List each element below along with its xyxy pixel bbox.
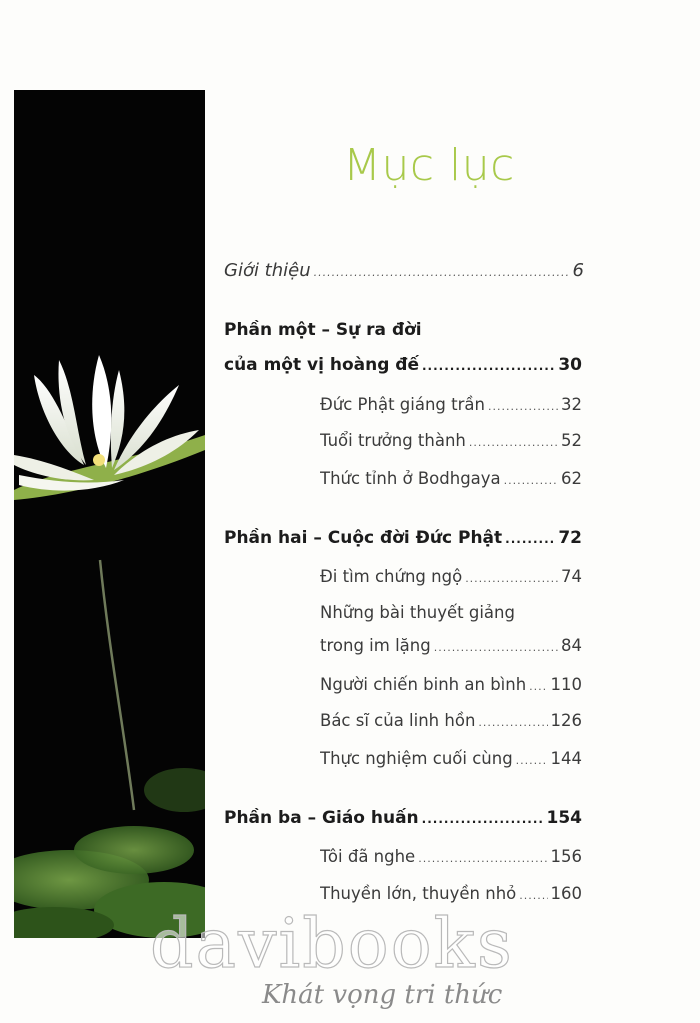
toc-entry-part[interactable] bbox=[224, 355, 582, 375]
dot-leader bbox=[314, 266, 570, 279]
toc-page-number: 126 bbox=[550, 711, 582, 730]
toc-entry-label: trong im lặng bbox=[320, 636, 431, 655]
dot-leader bbox=[488, 400, 558, 413]
toc-page-number: 30 bbox=[558, 355, 582, 375]
toc-entry-intro[interactable] bbox=[224, 260, 584, 281]
toc-page-number: 72 bbox=[558, 528, 582, 548]
toc-entry-chapter[interactable] bbox=[320, 884, 582, 903]
toc-entry-label-line1: Những bài thuyết giảng bbox=[320, 603, 515, 622]
dot-leader bbox=[422, 359, 555, 373]
dot-leader bbox=[418, 852, 547, 865]
toc-entry-label: Phần hai – Cuộc đời Đức Phật bbox=[224, 528, 503, 548]
toc-entry-label: của một vị hoàng đế bbox=[224, 355, 419, 375]
toc-page-number: 32 bbox=[561, 395, 582, 414]
toc-entry-label: Thuyền lớn, thuyền nhỏ bbox=[320, 884, 517, 903]
toc-entry-label: Đức Phật giáng trần bbox=[320, 395, 485, 414]
dot-leader bbox=[529, 680, 547, 693]
dot-leader bbox=[504, 474, 558, 487]
toc-entry-label: Tuổi trưởng thành bbox=[320, 431, 466, 450]
dot-leader bbox=[434, 641, 558, 654]
dot-leader bbox=[465, 572, 558, 585]
toc-entry-chapter[interactable] bbox=[320, 847, 582, 866]
toc-page-number: 84 bbox=[561, 636, 582, 655]
dot-leader bbox=[469, 436, 558, 449]
toc-entry-label: Tôi đã nghe bbox=[320, 847, 416, 866]
toc-page-number: 160 bbox=[550, 884, 582, 903]
toc-entry-part[interactable] bbox=[224, 528, 582, 548]
dot-leader bbox=[516, 754, 548, 767]
lotus-photo bbox=[14, 90, 205, 938]
toc-page-number: 62 bbox=[561, 469, 582, 488]
toc-entry-label: Bác sĩ của linh hồn bbox=[320, 711, 476, 730]
toc-entry-chapter[interactable] bbox=[320, 469, 582, 488]
toc-page-number: 52 bbox=[561, 431, 582, 450]
dot-leader bbox=[422, 812, 544, 826]
toc-page-number: 6 bbox=[572, 260, 584, 281]
part-heading: Phần một – Sự ra đời bbox=[224, 320, 422, 340]
toc-entry-chapter[interactable] bbox=[320, 431, 582, 450]
toc-page-number: 144 bbox=[550, 749, 582, 768]
toc-page-number: 156 bbox=[550, 847, 582, 866]
toc-page-number: 74 bbox=[561, 567, 582, 586]
toc-page-number: 110 bbox=[550, 675, 582, 694]
toc-entry-label: Đi tìm chứng ngộ bbox=[320, 567, 463, 586]
toc-entry-label: Người chiến binh an bình bbox=[320, 675, 527, 694]
toc-entry-chapter[interactable] bbox=[320, 636, 582, 655]
toc-entry-chapter[interactable] bbox=[320, 675, 582, 694]
toc-entry-label: Thức tỉnh ở Bodhgaya bbox=[320, 469, 501, 488]
toc-entry-chapter[interactable] bbox=[320, 567, 582, 586]
toc-entry-chapter[interactable] bbox=[320, 749, 582, 768]
dot-leader bbox=[519, 889, 547, 902]
watermark-tagline: Khát vọng tri thức bbox=[262, 980, 503, 1010]
dot-leader bbox=[478, 716, 547, 729]
page-title: Mục lục bbox=[343, 140, 515, 191]
toc-entry-part[interactable] bbox=[224, 808, 582, 828]
watermark-brand: davibooks bbox=[150, 905, 514, 984]
toc-entry-chapter[interactable] bbox=[320, 711, 582, 730]
toc-entry-label: Phần ba – Giáo huấn bbox=[224, 808, 419, 828]
dot-leader bbox=[505, 532, 555, 546]
toc-entry-label: Giới thiệu bbox=[224, 260, 311, 281]
toc-page-number: 154 bbox=[546, 808, 582, 828]
toc-entry-label: Thực nghiệm cuối cùng bbox=[320, 749, 513, 768]
toc-entry-chapter[interactable] bbox=[320, 395, 582, 414]
